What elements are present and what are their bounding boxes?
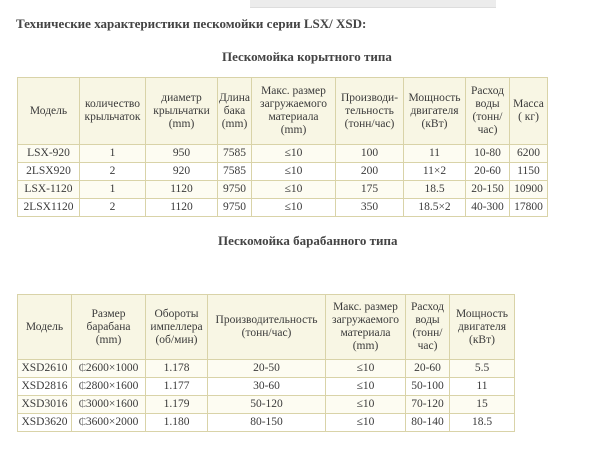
table-cell — [72, 378, 146, 396]
table-cell — [18, 378, 72, 396]
table2-header-cell — [450, 295, 515, 360]
table-cell — [208, 396, 326, 414]
table1-header-text: Макс. размер — [261, 85, 326, 97]
trough-washer-specs-table — [17, 77, 548, 217]
top-scroll-area — [250, 0, 496, 8]
table-cell-value: 18.5 — [424, 183, 445, 195]
table2-header-text: барабана — [86, 320, 131, 333]
table-cell-value: 2 — [109, 201, 116, 213]
table1-header-text: диаметр — [161, 91, 202, 104]
table-cell — [146, 199, 218, 217]
table-cell — [450, 378, 515, 396]
table1-header-text: Расход — [470, 85, 505, 97]
table-cell-value: 1.179 — [163, 398, 190, 410]
table1-header-cell — [404, 78, 466, 145]
table-cell-value: 20-60 — [474, 165, 501, 177]
table-cell — [72, 396, 146, 414]
table-cell-value: 3000×1600 — [85, 398, 139, 410]
table2-header-cell — [146, 295, 208, 360]
table-cell — [208, 414, 326, 432]
table1-header-text: (кВт) — [421, 117, 448, 130]
table2-header-text: материала — [340, 327, 391, 339]
table-cell — [18, 163, 80, 181]
table2-header-text: Производительность — [215, 314, 318, 326]
table-row — [18, 396, 515, 414]
table-cell — [510, 163, 548, 181]
table1-header-text: Масса — [513, 98, 544, 110]
table2-header-cell — [72, 295, 146, 360]
table-row — [18, 145, 548, 163]
table2-header-text: загружаемого — [332, 314, 399, 326]
table2-header-text: (тонн/час) — [241, 327, 292, 339]
table-cell — [80, 163, 146, 181]
table-cell-value: 5.5 — [474, 362, 490, 374]
table2-header-text: (mm) — [95, 333, 122, 346]
table-cell-value: 11 — [428, 147, 441, 159]
table-cell-value: 9750 — [223, 201, 246, 213]
table-cell — [218, 181, 252, 199]
table-cell-value: 2LSX920 — [26, 165, 71, 177]
table1-header-text: крыльчатки — [153, 104, 210, 117]
table-cell-value: XSD2816 — [21, 380, 68, 392]
table-cell — [336, 199, 404, 217]
table-cell-value: ≤10 — [356, 416, 375, 428]
table2-header-row — [18, 295, 515, 360]
table-cell — [450, 396, 515, 414]
table1-header-text: (mm) — [280, 124, 307, 136]
table-cell — [208, 378, 326, 396]
page-title: Технические характеристики пескомойки серии LSX/ XSD: — [16, 16, 367, 31]
table-cell-value: 20-50 — [253, 362, 280, 374]
table-cell — [146, 360, 208, 378]
table-cell-value: 3600×2000 — [85, 416, 139, 428]
table-row — [18, 360, 515, 378]
table-cell — [72, 360, 146, 378]
table-cell — [404, 181, 466, 199]
table-cell-value: 1.177 — [163, 380, 190, 392]
table-cell — [146, 396, 208, 414]
table-cell-value: 18.5 — [471, 416, 493, 428]
table1-header-text: Длина — [219, 91, 250, 104]
table-cell — [404, 199, 466, 217]
table1-header-text: воды — [475, 98, 500, 110]
table-cell-value: 1.178 — [163, 362, 190, 374]
table-cell — [252, 199, 336, 217]
table-cell — [80, 199, 146, 217]
drum-washer-specs-table — [17, 294, 515, 432]
table-cell-value: XSD3620 — [21, 416, 68, 428]
table-cell — [510, 145, 548, 163]
table-cell-value: 920 — [172, 165, 191, 177]
table2-header-text: час) — [417, 340, 438, 352]
table2-header-text: импеллера — [150, 320, 203, 333]
table-cell-value: ≤10 — [284, 147, 303, 159]
table-cell-value: 2800×1600 — [85, 380, 139, 392]
table1-header-cell — [218, 78, 252, 145]
table-cell-value: ≤10 — [284, 201, 303, 213]
table-cell — [18, 145, 80, 163]
table2-title: Пескомойка барабанного типа — [218, 233, 398, 248]
table2-header-text: (тонн/ — [412, 327, 443, 339]
table-cell — [326, 396, 406, 414]
table1-header-text: Модель — [29, 104, 68, 117]
table1-header-text: бака — [223, 104, 246, 117]
table-cell-value: ≤10 — [284, 183, 303, 195]
table-cell-value: 18.5×2 — [418, 201, 451, 213]
table-cell — [208, 360, 326, 378]
table-row — [18, 163, 548, 181]
table-cell-value: 17800 — [514, 201, 543, 213]
table-cell — [146, 145, 218, 163]
table2-header-text: Модель — [25, 320, 64, 333]
table-cell-value: ≤10 — [284, 165, 303, 177]
diameter-symbol-icon: ₵ — [78, 362, 86, 374]
table2-header-text: Обороты — [154, 307, 199, 320]
table1-header-text: (тонн/ — [472, 111, 503, 123]
table1-header-text: (тонн/час) — [344, 117, 395, 130]
table-cell-value: 2LSX1120 — [23, 201, 74, 213]
table-cell-value: 950 — [172, 147, 191, 159]
table2-header-text: (об/мин) — [155, 333, 198, 346]
table-cell-value: 1150 — [517, 165, 540, 177]
table-cell — [404, 163, 466, 181]
table2-header-text: Расход — [410, 301, 445, 313]
table-cell-value: 200 — [360, 165, 379, 177]
table-cell — [18, 199, 80, 217]
table1-header-text: час) — [477, 124, 498, 136]
table1-header-cell — [146, 78, 218, 145]
table-row — [18, 378, 515, 396]
table-row — [18, 414, 515, 432]
table1-header-text: количество — [85, 98, 140, 110]
table2-header-text: двигателя — [457, 320, 507, 333]
table-cell — [18, 360, 72, 378]
table-cell-value: 1.180 — [163, 416, 190, 428]
table-cell-value: 350 — [360, 201, 379, 213]
table-cell — [466, 199, 510, 217]
table-cell — [406, 396, 450, 414]
table-cell — [406, 360, 450, 378]
table-cell-value: 20-60 — [414, 362, 441, 374]
table-cell-value: ≤10 — [356, 398, 375, 410]
table2-header-text: (кВт) — [469, 333, 495, 346]
table-cell — [146, 378, 208, 396]
table-cell — [218, 163, 252, 181]
table1-header-cell — [466, 78, 510, 145]
table-cell — [218, 145, 252, 163]
table-cell-value: 6200 — [517, 147, 540, 159]
table-cell-value: 7585 — [223, 165, 246, 177]
table1-header-text: ( кг) — [518, 111, 539, 123]
table-cell-value: 9750 — [223, 183, 246, 195]
table-cell — [510, 199, 548, 217]
table-cell — [326, 378, 406, 396]
table2-body — [18, 360, 515, 432]
table-cell-value: LSX-1120 — [24, 183, 73, 195]
table1-header-cell — [18, 78, 80, 145]
table-cell-value: 50-100 — [411, 380, 444, 392]
table-cell-value: 80-150 — [250, 416, 283, 428]
table-cell-value: XSD3016 — [21, 398, 68, 410]
table-cell — [466, 145, 510, 163]
table-cell-value: 1120 — [170, 201, 193, 213]
table2-header-text: Мощность — [455, 307, 509, 320]
table1-header-cell — [336, 78, 404, 145]
table2-header-text: Размер — [91, 307, 126, 320]
table-cell-value: 100 — [360, 147, 379, 159]
table-cell — [252, 163, 336, 181]
table-cell — [336, 163, 404, 181]
table2-header-cell — [208, 295, 326, 360]
table2-header-text: Макс. размер — [333, 301, 398, 313]
table-cell — [406, 414, 450, 432]
table-cell — [18, 181, 80, 199]
table-cell-value: 2600×1000 — [85, 362, 139, 374]
table-cell — [450, 360, 515, 378]
table1-header-text: тельность — [345, 104, 394, 117]
table-cell — [146, 163, 218, 181]
table-cell-value: 15 — [476, 398, 488, 410]
table-cell — [18, 414, 72, 432]
table-cell-value: 80-140 — [411, 416, 444, 428]
table1-header-text: Производи- — [340, 91, 399, 104]
table2-header-cell — [326, 295, 406, 360]
table-cell — [466, 163, 510, 181]
table-cell — [404, 145, 466, 163]
table-cell-value: ≤10 — [356, 380, 375, 392]
table-cell-value: 1120 — [170, 183, 193, 195]
table-cell — [466, 181, 510, 199]
table-cell-value: XSD2610 — [21, 362, 68, 374]
table2-header-text: (mm) — [352, 340, 379, 352]
table1-title: Пескомойка корытного типа — [222, 49, 392, 64]
table-cell — [406, 378, 450, 396]
table-cell — [146, 414, 208, 432]
table1-header-text: Мощность — [408, 91, 461, 104]
diameter-symbol-icon: ₵ — [78, 416, 86, 428]
table-cell-value: LSX-920 — [27, 147, 70, 159]
table2-header-text: воды — [415, 314, 440, 326]
table1-header-text: (mm) — [221, 117, 248, 130]
table-cell — [72, 414, 146, 432]
table-cell — [252, 181, 336, 199]
table-cell-value: 1 — [109, 183, 116, 195]
table1-header-text: загружаемого — [260, 98, 327, 110]
table-cell — [336, 181, 404, 199]
table-cell-value: 10900 — [514, 183, 543, 195]
table-cell-value: 30-60 — [253, 380, 280, 392]
table1-header-row — [18, 78, 548, 145]
table-row — [18, 181, 548, 199]
table-cell — [326, 360, 406, 378]
table-cell-value: 70-120 — [411, 398, 444, 410]
table-cell-value: 1 — [109, 147, 116, 159]
table1-header-text: крыльчаток — [84, 111, 141, 123]
table-cell-value: 11×2 — [422, 165, 447, 177]
table1-header-cell — [252, 78, 336, 145]
table-cell — [218, 199, 252, 217]
table-row — [18, 199, 548, 217]
table2-header-cell — [406, 295, 450, 360]
table-cell-value: 2 — [109, 165, 116, 177]
table-cell-value: 175 — [360, 183, 379, 195]
diameter-symbol-icon: ₵ — [78, 380, 86, 392]
table1-body — [18, 145, 548, 217]
table1-header-text: двигателя — [410, 104, 459, 117]
table-cell — [336, 145, 404, 163]
diameter-symbol-icon: ₵ — [78, 398, 86, 410]
table-cell — [80, 145, 146, 163]
table-cell-value: 40-300 — [471, 201, 504, 213]
table-cell-value: 10-80 — [474, 147, 501, 159]
table-cell — [80, 181, 146, 199]
table2-header-cell — [18, 295, 72, 360]
table1-header-text: материала — [268, 111, 319, 123]
table-cell — [510, 181, 548, 199]
table-cell — [450, 414, 515, 432]
table1-header-text: (mm) — [168, 117, 195, 130]
table1-header-cell — [510, 78, 548, 145]
table1-header-cell — [80, 78, 146, 145]
table-cell — [326, 414, 406, 432]
table-cell-value: 20-150 — [471, 183, 504, 195]
table-cell — [146, 181, 218, 199]
table-cell-value: 7585 — [223, 147, 246, 159]
table-cell — [252, 145, 336, 163]
table-cell-value: ≤10 — [356, 362, 375, 374]
table-cell-value: 50-120 — [250, 398, 283, 410]
table-cell-value: 11 — [476, 380, 488, 392]
table-cell — [18, 396, 72, 414]
